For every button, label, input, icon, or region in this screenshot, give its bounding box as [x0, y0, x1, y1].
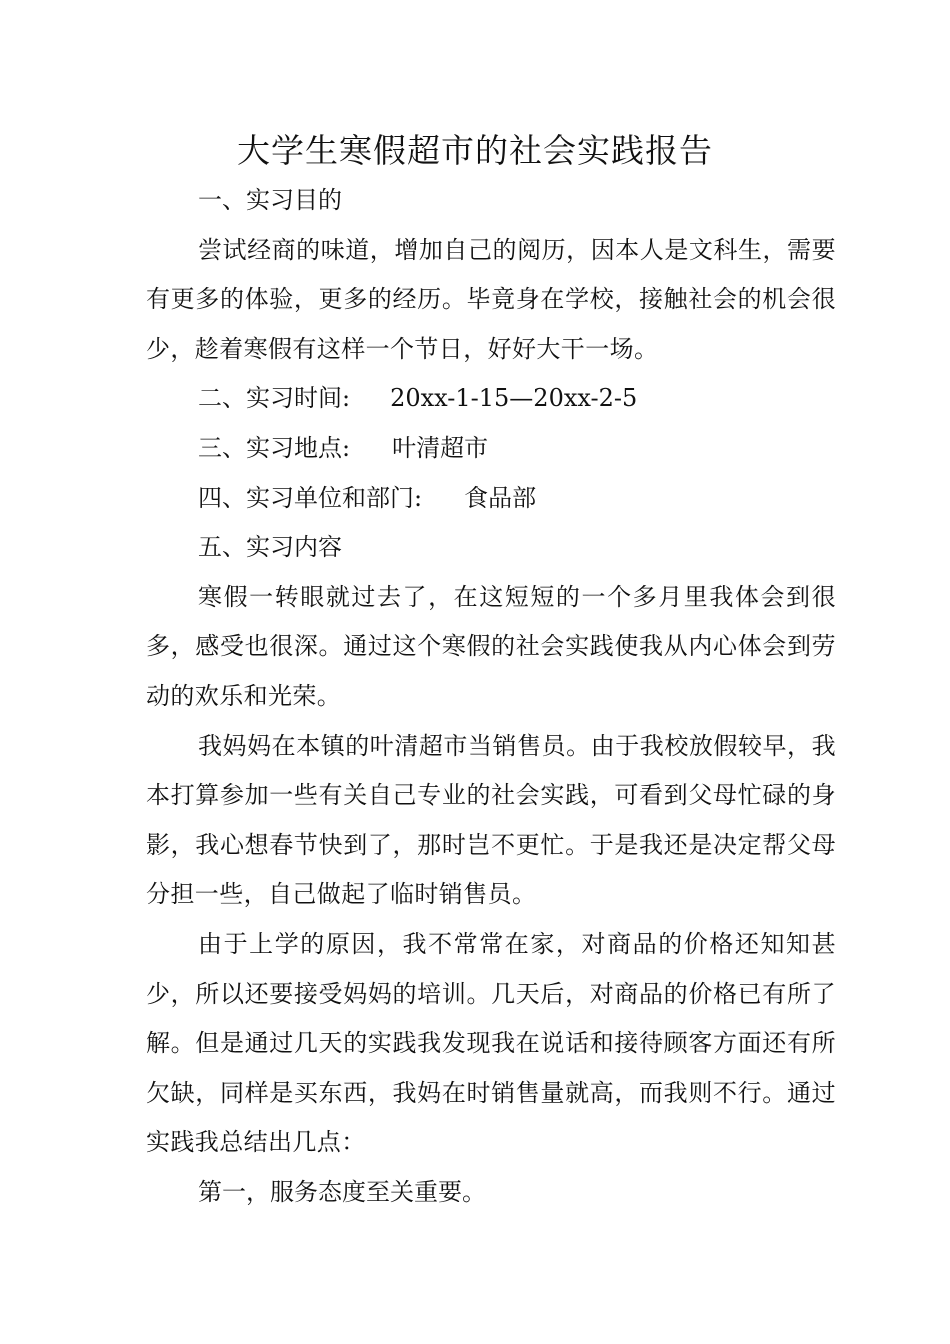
content-paragraph-3: 由于上学的原因，我不常常在家，对商品的价格还知知甚少，所以还要接受妈妈的培训。几天后，对商品的价格已有所了解。但是通过几天的实践我发现我在说话和接待顾客方面还有所欠缺，同样是买东西，我妈在时销售量就高，而我则不行。通过实践我总结出几点： [146, 929, 836, 1157]
internship-unit-value: 食品部 [464, 483, 537, 512]
purpose-paragraph: 尝试经商的味道，增加自己的阅历，因本人是文科生，需要有更多的体验，更多的经历。毕竟身在学校，接触社会的机会很少，趁着寒假有这样一个节日，好好大干一场。 [146, 235, 836, 363]
content-paragraph-2: 我妈妈在本镇的叶清超市当销售员。由于我校放假较早，我本打算参加一些有关自己专业的社会实践，可看到父母忙碌的身影，我心想春节快到了，那时岂不更忙。于是我还是决定帮父母分担一些，自己做起了临时销售员。 [146, 731, 836, 909]
internship-place-label: 三、实习地点: [198, 433, 351, 462]
internship-time-line [146, 374, 836, 424]
document-title: 大学生寒假超市的社会实践报告 [237, 131, 713, 170]
internship-place-line [146, 424, 836, 474]
content-paragraph-1: 寒假一转眼就过去了，在这短短的一个多月里我体会到很多，感受也很深。通过这个寒假的社会实践使我从内心体会到劳动的欢乐和光荣。 [146, 582, 836, 710]
point-1: 第一，服务态度至关重要。 [198, 1177, 486, 1206]
internship-time-value: 20xx-1-15—20xx-2-5 [390, 384, 638, 413]
internship-time-label: 二、实习时间: [198, 384, 351, 413]
content-heading: 五、实习内容 [198, 533, 342, 562]
internship-place-value: 叶清超市 [392, 433, 489, 462]
purpose-heading: 一、实习目的 [198, 186, 342, 214]
internship-unit-line [146, 474, 836, 524]
document-body [146, 176, 836, 1217]
internship-unit-label: 四、实习单位和部门: [198, 483, 423, 512]
